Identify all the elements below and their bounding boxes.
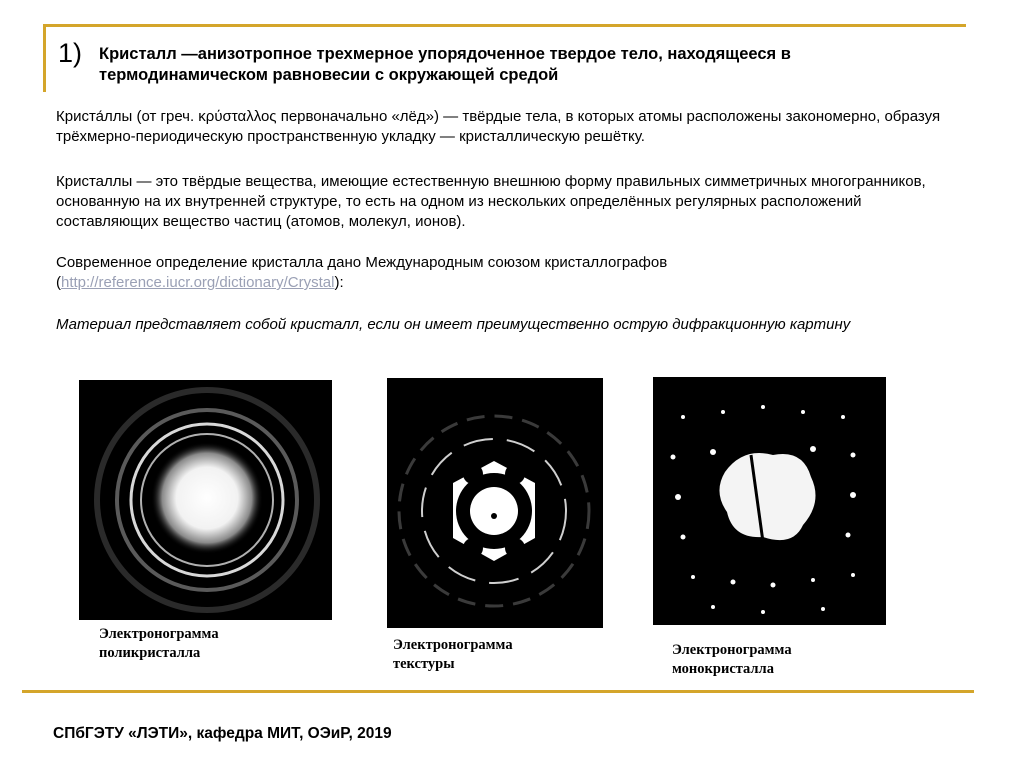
caption-texture-line2: текстуры (393, 656, 455, 672)
caption-texture (393, 636, 513, 674)
caption-monocrystal-line2: монокристалла (672, 661, 774, 677)
caption-polycrystal-line2: поликристалла (99, 645, 201, 661)
paren-close: ): (334, 274, 344, 291)
paragraph-diffraction: Материал представляет собой кристалл, если он имеет преимущественно острую дифракционную картину (56, 316, 851, 333)
paren-open: ( (56, 274, 61, 291)
paragraph-polyhedra: Кристаллы — это твёрдые вещества, имеющие естественную внешнюю форму правильных симметричных многогранников, основанную на их внутренней структуре, то есть на одном из нескольких определённых регулярных расположений составляющих вещество частиц (атомов, молекул, ионов). (56, 173, 926, 230)
iucr-link[interactable]: http://reference.iucr.org/dictionary/Crystal (61, 274, 335, 291)
caption-monocrystal (672, 641, 792, 679)
top-divider (43, 24, 966, 27)
caption-polycrystal (99, 625, 219, 663)
polycrystal-diffraction-image (79, 380, 332, 620)
caption-polycrystal-line1: Электронограмма (99, 626, 219, 642)
slide-heading: Кристалл —анизотропное трехмерное упорядоченное твердое тело, находящееся в термодинамическом равновесии с окружающей средой (99, 45, 791, 84)
texture-diffraction-image (387, 378, 603, 628)
caption-monocrystal-line1: Электронограмма (672, 642, 792, 658)
footer-credit: СПбГЭТУ «ЛЭТИ», кафедра МИТ, ОЭиР, 2019 (53, 725, 392, 742)
iucr-text: Современное определение кристалла дано Международным союзом кристаллографов (56, 254, 668, 271)
slide-number: 1) (58, 38, 83, 68)
paragraph-definition: Криста́ллы (от греч. κρύσταλλος первоначально «лёд») — твёрдые тела, в которых атомы расположены закономерно, образуя трёхмерно-периодическую пространственную укладку — кристаллическую решётку. (56, 108, 941, 145)
monocrystal-diffraction-image (653, 377, 886, 625)
polycrystal-rings (79, 380, 332, 620)
side-divider (43, 24, 46, 92)
texture-pattern (387, 378, 603, 628)
monocrystal-spots (653, 377, 886, 625)
caption-texture-line1: Электронограмма (393, 637, 513, 653)
paragraph-iucr (56, 253, 966, 293)
bottom-divider (22, 690, 974, 693)
